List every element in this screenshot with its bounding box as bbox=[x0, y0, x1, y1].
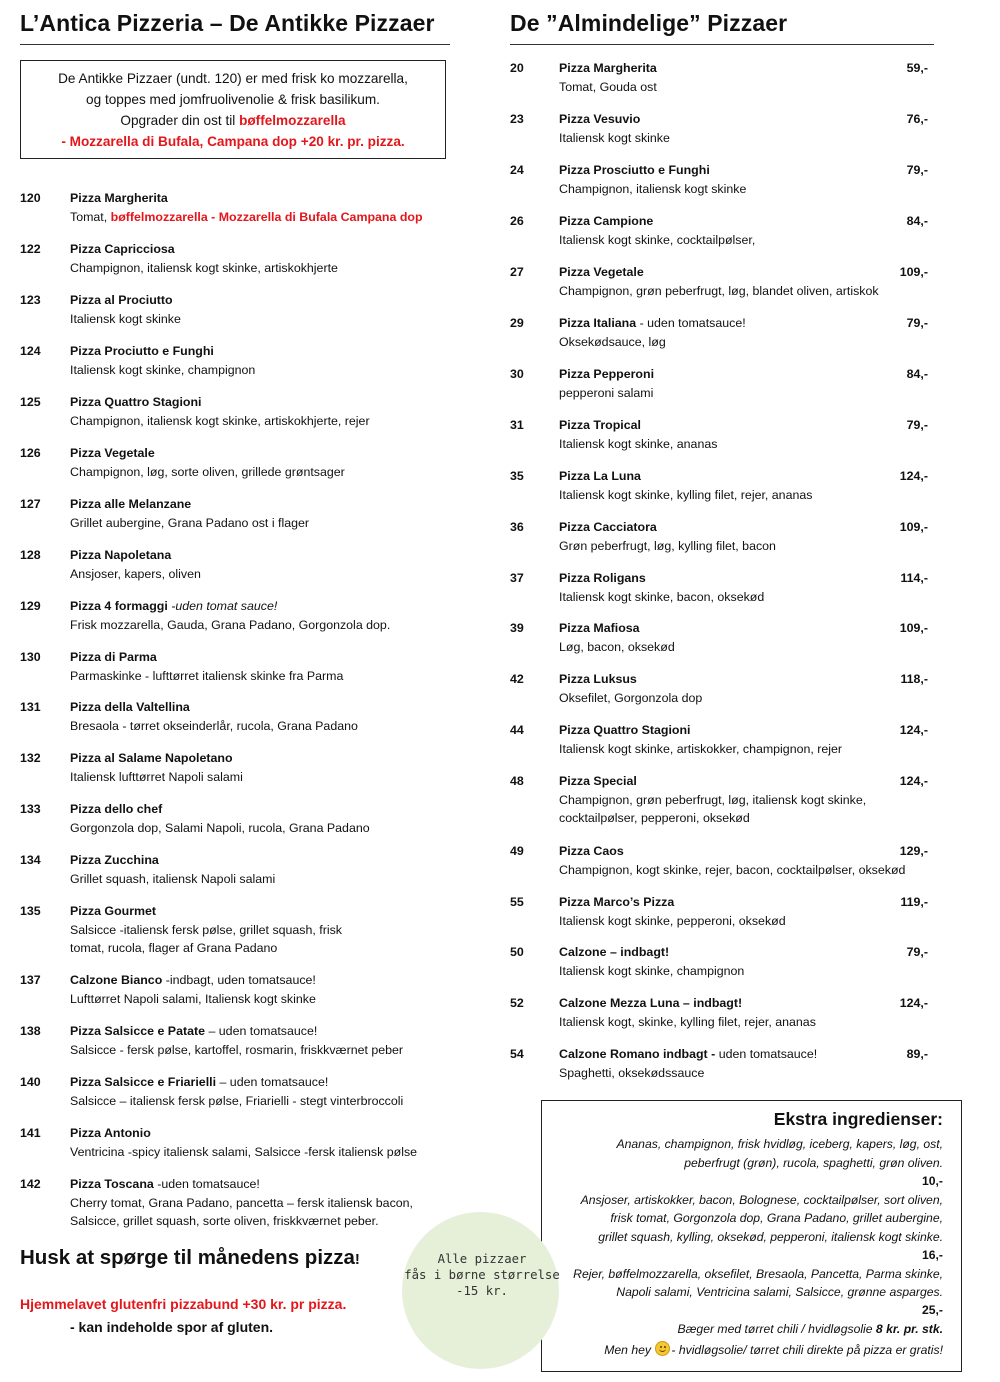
item-name: Pizza Quattro Stagioni bbox=[70, 395, 202, 409]
item-description: Champignon, grøn peberfrugt, løg, blandet oliven, artiskok bbox=[559, 284, 879, 298]
gluten-warning: - kan indeholde spor af gluten. bbox=[70, 1319, 274, 1335]
item-name: Pizza Tropical bbox=[559, 418, 641, 432]
item-name: Calzone Romano indbagt - uden tomatsauce! bbox=[559, 1047, 818, 1061]
extras-title: Ekstra ingredienser: bbox=[773, 1109, 943, 1129]
item-name: Calzone Mezza Luna – indbagt! bbox=[559, 996, 743, 1010]
item-name: Pizza Marco’s Pizza bbox=[559, 895, 675, 909]
item-number: 48 bbox=[510, 774, 524, 788]
item-name: Pizza Vesuvio bbox=[559, 112, 641, 126]
item-number: 35 bbox=[510, 469, 524, 483]
item-name: Pizza Mafiosa bbox=[559, 621, 640, 635]
item-description: Italiensk lufttørret Napoli salami bbox=[70, 770, 243, 784]
item-price: 59,- bbox=[906, 61, 928, 75]
free-topping-note: Men hey - hvidløgsolie/ tørret chili direkte på pizza er gratis! bbox=[604, 1343, 943, 1357]
item-number: 36 bbox=[510, 520, 524, 534]
item-price: 79,- bbox=[906, 163, 928, 177]
item-name: Pizza Salsicce e Friarielli – uden tomatsauce! bbox=[70, 1075, 329, 1089]
item-description: Cherry tomat, Grana Padano, pancetta – fersk italiensk bacon, Salsicce, grillet squash, sorte oliven, friskkværnet peber. bbox=[70, 1196, 413, 1228]
item-name: Pizza Capricciosa bbox=[70, 242, 175, 256]
item-price: 124,- bbox=[899, 996, 928, 1010]
item-note: – uden tomatsauce! bbox=[208, 1024, 318, 1038]
item-number: 137 bbox=[20, 973, 41, 987]
left-title-rule bbox=[20, 44, 450, 45]
item-price: 79,- bbox=[906, 316, 928, 330]
smiley-icon bbox=[655, 1341, 670, 1356]
item-name: Pizza Campione bbox=[559, 214, 654, 228]
extras-group-2-price: 16,- bbox=[921, 1248, 943, 1262]
item-description: Italiensk kogt skinke, artiskokker, champignon, rejer bbox=[559, 742, 843, 756]
item-number: 128 bbox=[20, 548, 41, 562]
item-price: 109,- bbox=[899, 520, 928, 534]
item-number: 23 bbox=[510, 112, 524, 126]
item-name: Pizza Napoletana bbox=[70, 548, 172, 562]
item-description: Grillet aubergine, Grana Padano ost i flager bbox=[70, 516, 310, 530]
item-number: 141 bbox=[20, 1126, 41, 1140]
item-description: pepperoni salami bbox=[559, 386, 654, 400]
item-number: 39 bbox=[510, 621, 524, 635]
item-number: 49 bbox=[510, 844, 524, 858]
extra-ingredients-box bbox=[541, 1100, 962, 1372]
item-description: Champignon, grøn peberfrugt, løg, italiensk kogt skinke, cocktailpølser, pepperoni, oksekød bbox=[559, 793, 867, 825]
item-name: Pizza Quattro Stagioni bbox=[559, 723, 691, 737]
item-name: Pizza Cacciatora bbox=[559, 520, 657, 534]
item-name: Pizza Vegetale bbox=[70, 446, 155, 460]
item-price: 109,- bbox=[899, 265, 928, 279]
item-description: Salsicce – italiensk fersk pølse, Friarielli - stegt vinterbroccoli bbox=[70, 1094, 404, 1108]
item-description: Champignon, italiensk kogt skinke, artiskokhjerte, rejer bbox=[70, 414, 370, 428]
extras-group-3-line-1: Rejer, bøffelmozzarella, oksefilet, Bresaola, Pancetta, Parma skinke, bbox=[573, 1267, 943, 1281]
gluten-free-note: Hjemmelavet glutenfri pizzabund +30 kr. pr pizza. bbox=[20, 1296, 347, 1312]
item-description: Champignon, italiensk kogt skinke, artiskokhjerte bbox=[70, 261, 338, 275]
extras-group-3-line-2: Napoli salami, Ventricina salami, Salsicce, grønne asparges. bbox=[616, 1285, 943, 1299]
item-name: Pizza Prociutto e Funghi bbox=[70, 344, 214, 358]
item-note: – uden tomatsauce! bbox=[219, 1075, 329, 1089]
item-description: Bresaola - tørret okseinderlår, rucola, Grana Padano bbox=[70, 719, 358, 733]
item-price: 114,- bbox=[900, 571, 928, 585]
item-description: Ventricina -spicy italiensk salami, Salsicce -fersk italiensk pølse bbox=[70, 1145, 418, 1159]
item-description: Tomat, bøffelmozzarella - Mozzarella di Bufala Campana dop bbox=[70, 210, 423, 224]
item-number: 140 bbox=[20, 1075, 41, 1089]
item-price: 124,- bbox=[899, 469, 928, 483]
extras-group-2-line-2: frisk tomat, Gorgonzola dop, Grana Padano, grillet aubergine, bbox=[610, 1211, 943, 1225]
chili-cup-note: Bæger med tørret chili / hvidløgsolie 8 kr. pr. stk. bbox=[677, 1322, 943, 1336]
monthly-pizza-note: Husk at spørge til månedens pizza! bbox=[20, 1246, 360, 1269]
item-number: 125 bbox=[20, 395, 41, 409]
regular-pizzas-title: De ”Almindelige” Pizzaer bbox=[510, 10, 788, 36]
item-price: 79,- bbox=[906, 945, 928, 959]
item-number: 50 bbox=[510, 945, 524, 959]
item-description: Italiensk kogt skinke, cocktailpølser, bbox=[559, 233, 756, 247]
item-description: Ansjoser, kapers, oliven bbox=[70, 567, 201, 581]
item-note: - uden tomatsauce! bbox=[639, 316, 746, 330]
item-number: 20 bbox=[510, 61, 524, 75]
item-note: -indbagt, uden tomatsauce! bbox=[165, 973, 316, 987]
item-number: 124 bbox=[20, 344, 41, 358]
item-name: Pizza Italiana - uden tomatsauce! bbox=[559, 316, 746, 330]
item-description: Frisk mozzarella, Gauda, Grana Padano, Gorgonzola dop. bbox=[70, 618, 391, 632]
item-number: 44 bbox=[510, 723, 524, 737]
item-number: 133 bbox=[20, 802, 41, 816]
item-description: Italiensk kogt skinke bbox=[70, 312, 181, 326]
item-number: 30 bbox=[510, 367, 524, 381]
item-description: Champignon, italiensk kogt skinke bbox=[559, 182, 747, 196]
item-description: Grøn peberfrugt, løg, kylling filet, bacon bbox=[559, 539, 776, 553]
item-name: Pizza Toscana -uden tomatsauce! bbox=[70, 1177, 260, 1191]
item-price: 79,- bbox=[906, 418, 928, 432]
item-name: Pizza Margherita bbox=[559, 61, 657, 75]
item-number: 120 bbox=[20, 191, 41, 205]
item-name: Pizza Antonio bbox=[70, 1126, 151, 1140]
item-name: Pizza Prosciutto e Funghi bbox=[559, 163, 710, 177]
item-description: Oksekødsauce, løg bbox=[559, 335, 666, 349]
item-name: Pizza Zucchina bbox=[70, 853, 159, 867]
extras-group-2-line-1: Ansjoser, artiskokker, bacon, Bolognese, cocktailpølser, sort oliven, bbox=[580, 1193, 943, 1207]
item-name: Pizza Vegetale bbox=[559, 265, 644, 279]
item-number: 26 bbox=[510, 214, 524, 228]
item-number: 132 bbox=[20, 751, 41, 765]
item-name: Calzone Bianco -indbagt, uden tomatsauce! bbox=[70, 973, 316, 987]
mozzarella-info-box bbox=[20, 60, 446, 159]
extras-group-1-line-1: Ananas, champignon, frisk hvidløg, iceberg, kapers, løg, ost, bbox=[616, 1137, 943, 1151]
item-price: 119,- bbox=[900, 895, 928, 909]
item-number: 52 bbox=[510, 996, 524, 1010]
extras-group-1-line-2: peberfrugt (grøn), rucola, spaghetti, grøn oliven. bbox=[684, 1156, 943, 1170]
item-description: Grillet squash, italiensk Napoli salami bbox=[70, 872, 276, 886]
item-description: Oksefilet, Gorgonzola dop bbox=[559, 691, 703, 705]
item-number: 142 bbox=[20, 1177, 41, 1191]
item-description: Spaghetti, oksekødssauce bbox=[559, 1066, 705, 1080]
item-description: Salsicce -italiensk fersk pølse, grillet squash, frisk tomat, rucola, flager af Grana Padano bbox=[70, 923, 342, 955]
item-name: Calzone – indbagt! bbox=[559, 945, 670, 959]
item-number: 131 bbox=[20, 700, 41, 714]
kids-size-text: Alle pizzaer fås i børne størrelse -15 kr. bbox=[404, 1252, 560, 1298]
extras-group-1-price: 10,- bbox=[921, 1174, 943, 1188]
item-description: Italiensk kogt skinke, bacon, oksekød bbox=[559, 590, 765, 604]
extras-group-2-line-3: grillet squash, kylling, oksekød, pepperoni, italiensk kogt skinke. bbox=[598, 1230, 943, 1244]
item-number: 29 bbox=[510, 316, 524, 330]
item-description: Italiensk kogt skinke, kylling filet, rejer, ananas bbox=[559, 488, 813, 502]
item-number: 31 bbox=[510, 418, 524, 432]
item-name: Pizza di Parma bbox=[70, 650, 157, 664]
item-number: 126 bbox=[20, 446, 41, 460]
item-number: 42 bbox=[510, 672, 524, 686]
item-description: Gorgonzola dop, Salami Napoli, rucola, Grana Padano bbox=[70, 821, 370, 835]
item-name: Pizza La Luna bbox=[559, 469, 641, 483]
item-note: -uden tomatsauce! bbox=[157, 1177, 260, 1191]
item-description: Tomat, Gouda ost bbox=[559, 80, 657, 94]
item-note: uden tomatsauce! bbox=[718, 1047, 818, 1061]
item-number: 55 bbox=[510, 895, 524, 909]
regular-pizza-list bbox=[490, 0, 1000, 1100]
item-name: Pizza 4 formaggi -uden tomat sauce! bbox=[70, 599, 278, 613]
item-description: Champignon, kogt skinke, rejer, bacon, cocktailpølser, oksekød bbox=[559, 863, 906, 877]
item-description: Italiensk kogt, skinke, kylling filet, rejer, ananas bbox=[559, 1015, 816, 1029]
item-price: 118,- bbox=[900, 672, 928, 686]
item-number: 24 bbox=[510, 163, 524, 177]
item-number: 130 bbox=[20, 650, 41, 664]
item-description: Lufttørret Napoli salami, Italiensk kogt skinke bbox=[70, 992, 316, 1006]
item-name: Pizza Salsicce e Patate – uden tomatsauce! bbox=[70, 1024, 318, 1038]
item-number: 134 bbox=[20, 853, 41, 867]
info-line-3: Opgrader din ost til bøffelmozzarella bbox=[120, 113, 346, 128]
item-description: Løg, bacon, oksekød bbox=[559, 640, 675, 654]
item-name: Pizza Pepperoni bbox=[559, 367, 655, 381]
item-name: Pizza al Prociutto bbox=[70, 293, 173, 307]
item-description: Italiensk kogt skinke, champignon bbox=[70, 363, 256, 377]
item-description: Champignon, løg, sorte oliven, grillede grøntsager bbox=[70, 465, 345, 479]
item-price: 89,- bbox=[906, 1047, 928, 1061]
item-name: Pizza dello chef bbox=[70, 802, 163, 816]
item-price: 124,- bbox=[899, 723, 928, 737]
item-description: Italiensk kogt skinke, champignon bbox=[559, 964, 745, 978]
item-description: Italiensk kogt skinke bbox=[559, 131, 670, 145]
info-line-1: De Antikke Pizzaer (undt. 120) er med frisk ko mozzarella, bbox=[58, 71, 408, 86]
item-name: Pizza Gourmet bbox=[70, 904, 157, 918]
item-price: 84,- bbox=[906, 367, 928, 381]
item-number: 54 bbox=[510, 1047, 524, 1061]
item-name: Pizza della Valtellina bbox=[70, 700, 190, 714]
item-description: Salsicce - fersk pølse, kartoffel, rosmarin, friskkværnet peber bbox=[70, 1043, 404, 1057]
item-name: Pizza Luksus bbox=[559, 672, 637, 686]
item-name: Pizza al Salame Napoletano bbox=[70, 751, 233, 765]
item-number: 135 bbox=[20, 904, 41, 918]
info-line-4: - Mozzarella di Bufala, Campana dop +20 kr. pr. pizza. bbox=[61, 134, 405, 149]
item-number: 129 bbox=[20, 599, 41, 613]
item-number: 122 bbox=[20, 242, 41, 256]
item-price: 84,- bbox=[906, 214, 928, 228]
info-line-2: og toppes med jomfruolivenolie & frisk basilikum. bbox=[86, 92, 380, 107]
item-description: Parmaskinke - lufttørret italiensk skinke fra Parma bbox=[70, 669, 344, 683]
item-number: 27 bbox=[510, 265, 524, 279]
item-number: 127 bbox=[20, 497, 41, 511]
item-price: 76,- bbox=[906, 112, 928, 126]
item-name: Pizza Caos bbox=[559, 844, 624, 858]
item-name: Pizza Margherita bbox=[70, 191, 168, 205]
item-number: 138 bbox=[20, 1024, 41, 1038]
item-number: 123 bbox=[20, 293, 41, 307]
item-name: Pizza Special bbox=[559, 774, 637, 788]
item-description: Italiensk kogt skinke, pepperoni, oksekød bbox=[559, 914, 786, 928]
item-price: 129,- bbox=[899, 844, 928, 858]
item-price: 124,- bbox=[899, 774, 928, 788]
item-description: Italiensk kogt skinke, ananas bbox=[559, 437, 718, 451]
extras-group-3-price: 25,- bbox=[921, 1303, 943, 1317]
item-number: 37 bbox=[510, 571, 524, 585]
item-note: -uden tomat sauce! bbox=[171, 599, 278, 613]
item-name: Pizza Roligans bbox=[559, 571, 646, 585]
antique-pizzas-title: L’Antica Pizzeria – De Antikke Pizzaer bbox=[20, 10, 435, 36]
item-name: Pizza alle Melanzane bbox=[70, 497, 192, 511]
item-price: 109,- bbox=[899, 621, 928, 635]
